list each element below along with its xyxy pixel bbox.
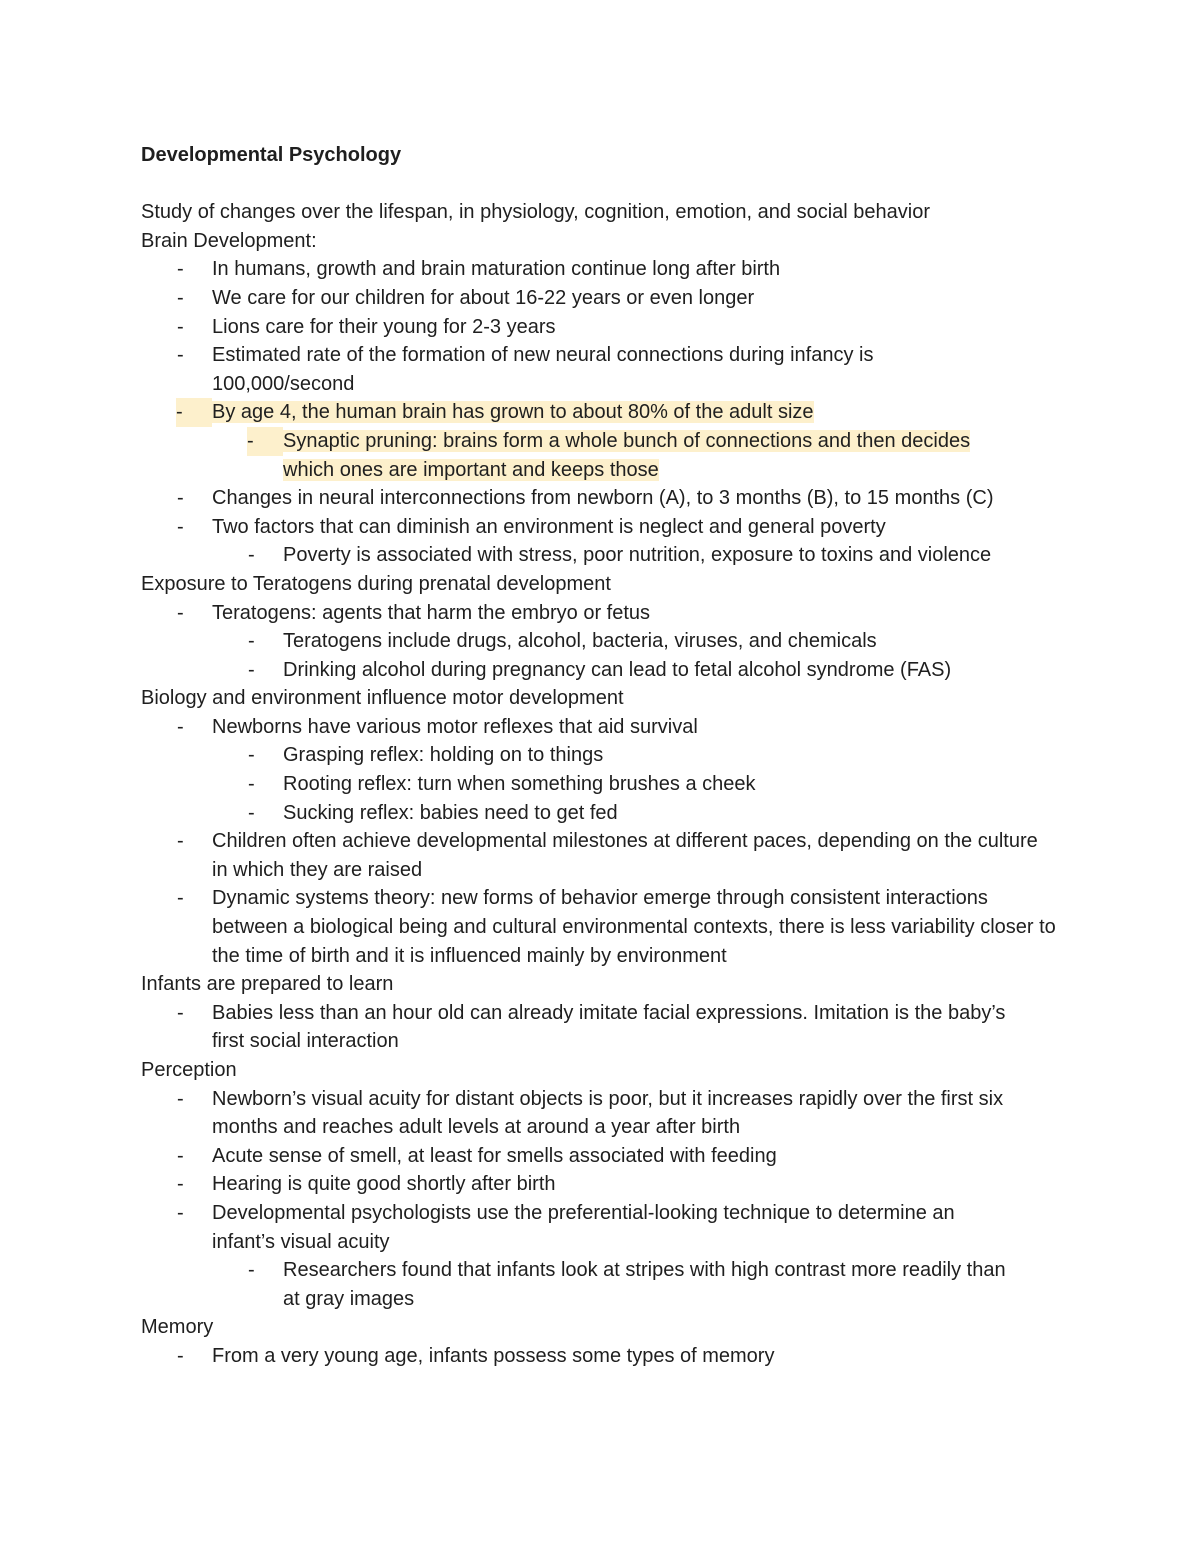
list-item [141, 341, 1071, 398]
list-item-text: Dynamic systems theory: new forms of behavior emerge through consistent interactions between a biological being and cultural environmental contexts, there is less variability closer to the time of birth and it is influenced mainly by environment [212, 887, 1056, 967]
intro-text: Study of changes over the lifespan, in physiology, cognition, emotion, and social behavior [141, 201, 931, 224]
sub-list-item [141, 770, 1071, 799]
list-item-text: Teratogens: agents that harm the embryo or fetus [212, 601, 651, 624]
bullet-dash: - [248, 544, 255, 567]
bullet-dash: - [177, 315, 184, 338]
highlighted-text: which ones are important and keeps those [283, 458, 659, 481]
list-item [141, 313, 1071, 342]
list-item [141, 513, 1071, 542]
list-item-text: Sucking reflex: babies need to get fed [283, 801, 618, 824]
list-item [141, 1142, 1071, 1171]
sub-list-item [141, 799, 1071, 828]
list-item-text: From a very young age, infants possess some types of memory [212, 1344, 775, 1367]
bullet-dash: - [248, 773, 255, 796]
list-item-text: In humans, growth and brain maturation continue long after birth [212, 258, 781, 281]
section-heading-perception: Perception [141, 1059, 237, 1081]
bullet-dash: - [177, 830, 184, 853]
section-heading-infants-learn: Infants are prepared to learn [141, 973, 394, 996]
list-item-text: Children often achieve developmental milestones at different paces, depending on the culture in which they are raised [212, 830, 1038, 881]
list-item [141, 884, 1071, 970]
sub-list-item [141, 741, 1071, 770]
list-item-text: Grasping reflex: holding on to things [283, 744, 604, 767]
highlighted-text: Synaptic pruning: brains form a whole bunch of connections and then decides [283, 429, 971, 452]
bullet-dash: - [248, 1259, 255, 1282]
bullet-dash: - [248, 801, 255, 824]
list-item [141, 827, 1071, 884]
bullet-dash: - [177, 286, 184, 309]
document-title: Developmental Psychology [141, 144, 402, 166]
bullet-dash: - [247, 427, 283, 456]
bullet-dash: - [177, 344, 184, 367]
section-heading-motor-development: Biology and environment influence motor development [141, 687, 624, 710]
list-item-text: Rooting reflex: turn when something brushes a cheek [283, 773, 756, 796]
bullet-dash: - [248, 630, 255, 653]
section-heading-brain-development: Brain Development: [141, 229, 317, 252]
highlighted-text: By age 4, the human brain has grown to about 80% of the adult size [212, 401, 814, 424]
bullet-dash: - [177, 1344, 184, 1367]
list-item [141, 255, 1071, 284]
list-item [141, 284, 1071, 313]
bullet-dash: - [248, 658, 255, 681]
list-item-text: Poverty is associated with stress, poor nutrition, exposure to toxins and violence [283, 544, 992, 567]
list-item-text: Drinking alcohol during pregnancy can lead to fetal alcohol syndrome (FAS) [283, 658, 952, 681]
highlighted-list-item [141, 398, 1071, 427]
list-item [141, 999, 1071, 1056]
bullet-dash: - [177, 515, 184, 538]
list-item [141, 713, 1071, 742]
list-item-text: Hearing is quite good shortly after birth [212, 1173, 556, 1196]
list-item-text: Two factors that can diminish an environment is neglect and general poverty [212, 515, 886, 538]
blank-line [141, 170, 1071, 199]
list-item-text: We care for our children for about 16-22 years or even longer [212, 286, 755, 309]
list-item [141, 1085, 1071, 1142]
sub-list-item [141, 1256, 1071, 1313]
list-item-text: Newborns have various motor reflexes that aid survival [212, 715, 698, 738]
section-heading-memory: Memory [141, 1316, 214, 1339]
sub-list-item [141, 627, 1071, 656]
list-item-text: Babies less than an hour old can already imitate facial expressions. Imitation is the baby’s first social interaction [212, 1001, 1006, 1053]
bullet-dash: - [177, 258, 184, 281]
list-item [141, 599, 1071, 628]
bullet-dash: - [177, 1144, 184, 1167]
list-item [141, 1342, 1071, 1371]
list-item-text: Lions care for their young for 2-3 years [212, 315, 556, 338]
bullet-dash: - [177, 1001, 184, 1024]
list-item-text: Researchers found that infants look at stripes with high contrast more readily than at gray images [283, 1259, 1006, 1310]
bullet-dash: - [177, 1087, 184, 1110]
list-item-text: Developmental psychologists use the preferential-looking technique to determine an infant’s visual acuity [212, 1201, 955, 1253]
bullet-dash: - [177, 887, 184, 910]
bullet-dash: - [176, 398, 212, 427]
bullet-dash: - [177, 601, 184, 624]
bullet-dash: - [177, 1201, 184, 1224]
sub-list-item [141, 541, 1071, 570]
list-item-text: Estimated rate of the formation of new neural connections during infancy is 100,000/second [212, 344, 874, 395]
bullet-dash: - [177, 1173, 184, 1196]
list-item-text: Changes in neural interconnections from newborn (A), to 3 months (B), to 15 months (C) [212, 487, 994, 510]
list-item-text: Teratogens include drugs, alcohol, bacteria, viruses, and chemicals [283, 630, 877, 653]
list-item [141, 1170, 1071, 1199]
section-heading-teratogens: Exposure to Teratogens during prenatal development [141, 572, 611, 595]
document-body [141, 141, 1071, 1371]
list-item [141, 484, 1071, 513]
bullet-dash: - [177, 715, 184, 738]
highlighted-sub-list-item [141, 427, 1071, 484]
list-item-text: Newborn’s visual acuity for distant objects is poor, but it increases rapidly over the first six months and reaches adult levels at around a year after birth [212, 1087, 1004, 1139]
sub-list-item [141, 656, 1071, 685]
bullet-dash: - [248, 744, 255, 767]
list-item [141, 1199, 1071, 1256]
list-item-text: Acute sense of smell, at least for smells associated with feeding [212, 1144, 777, 1167]
bullet-dash: - [177, 487, 184, 510]
